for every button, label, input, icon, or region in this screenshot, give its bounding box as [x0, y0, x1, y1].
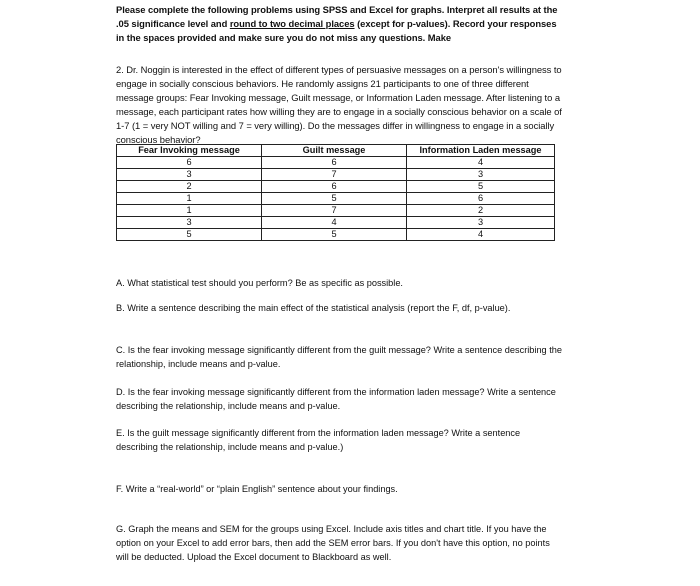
- table-row: [117, 205, 555, 217]
- table-cell: 7: [262, 205, 407, 217]
- data-table: [116, 144, 555, 241]
- table-cell: 6: [262, 157, 407, 169]
- table-cell: 5: [262, 229, 407, 241]
- question-e: E. Is the guilt message significantly different from the information laden message? Write a sentence describing the relationship, include means and p-value.): [116, 428, 521, 452]
- header-information: Information Laden message: [407, 145, 555, 157]
- header-guilt: Guilt message: [262, 145, 407, 157]
- table-cell: 2: [407, 205, 555, 217]
- question-g: G. Graph the means and SEM for the groups using Excel. Include axis titles and chart title. If you have the option on your Excel to add error bars, then add the SEM error bars. If you don't have this option, no points will be deducted. Upload the Excel document to Blackboard as well.: [116, 524, 550, 562]
- question-d: D. Is the fear invoking message significantly different from the information laden message? Write a sentence describing the relationship, include means and p-value.: [116, 387, 556, 411]
- table-row: [117, 181, 555, 193]
- table-cell: 4: [407, 229, 555, 241]
- question-a: A. What statistical test should you perform? Be as specific as possible.: [116, 278, 403, 288]
- table-cell: 3: [117, 217, 262, 229]
- table-cell: 2: [117, 181, 262, 193]
- instructions-text-2: (except for p-values). Record your responses in the spaces provided and make sure you do not miss any questions. Make: [116, 18, 557, 43]
- instructions-text-1: Please complete the following problems using SPSS and Excel for graphs. Interpret all results at the .05 significance level and: [116, 4, 558, 29]
- question-b: B. Write a sentence describing the main effect of the statistical analysis (report the F, df, p-value).: [116, 303, 511, 313]
- table-cell: 5: [262, 193, 407, 205]
- table-cell: 5: [407, 181, 555, 193]
- table-row: [117, 169, 555, 181]
- table-cell: 3: [117, 169, 262, 181]
- instructions-paragraph: [116, 3, 562, 45]
- question-f: F. Write a “real-world” or “plain English” sentence about your findings.: [116, 484, 398, 494]
- table-header-row: [117, 145, 555, 157]
- table-cell: 6: [117, 157, 262, 169]
- question-c: C. Is the fear invoking message significantly different from the guilt message? Write a sentence describing the relationship, include means and p-value.: [116, 345, 562, 369]
- table-row: [117, 229, 555, 241]
- table-cell: 1: [117, 193, 262, 205]
- header-fear: Fear Invoking message: [117, 145, 262, 157]
- table-cell: 6: [407, 193, 555, 205]
- table-cell: 1: [117, 205, 262, 217]
- table-cell: 4: [407, 157, 555, 169]
- instructions-underlined: round to two decimal places: [229, 18, 355, 29]
- table-cell: 5: [117, 229, 262, 241]
- table-row: [117, 193, 555, 205]
- table-cell: 3: [407, 169, 555, 181]
- table-cell: 7: [262, 169, 407, 181]
- table-row: [117, 157, 555, 169]
- table-cell: 4: [262, 217, 407, 229]
- problem-statement: 2. Dr. Noggin is interested in the effect of different types of persuasive messages on a person's willingness to engage in socially conscious behaviors. He randomly assigns 21 participants to one of three different message groups: Fear Invoking message, Guilt message, or Information Laden message. After listening to a message, each participant rates how willing they are to engage in a socially conscious behavior on a scale of 1-7 (1 = very NOT willing and 7 = very willing). Do the messages differ in willingness to engage in a socially conscious behavior?: [116, 64, 562, 145]
- table-cell: 3: [407, 217, 555, 229]
- table-cell: 6: [262, 181, 407, 193]
- table-row: [117, 217, 555, 229]
